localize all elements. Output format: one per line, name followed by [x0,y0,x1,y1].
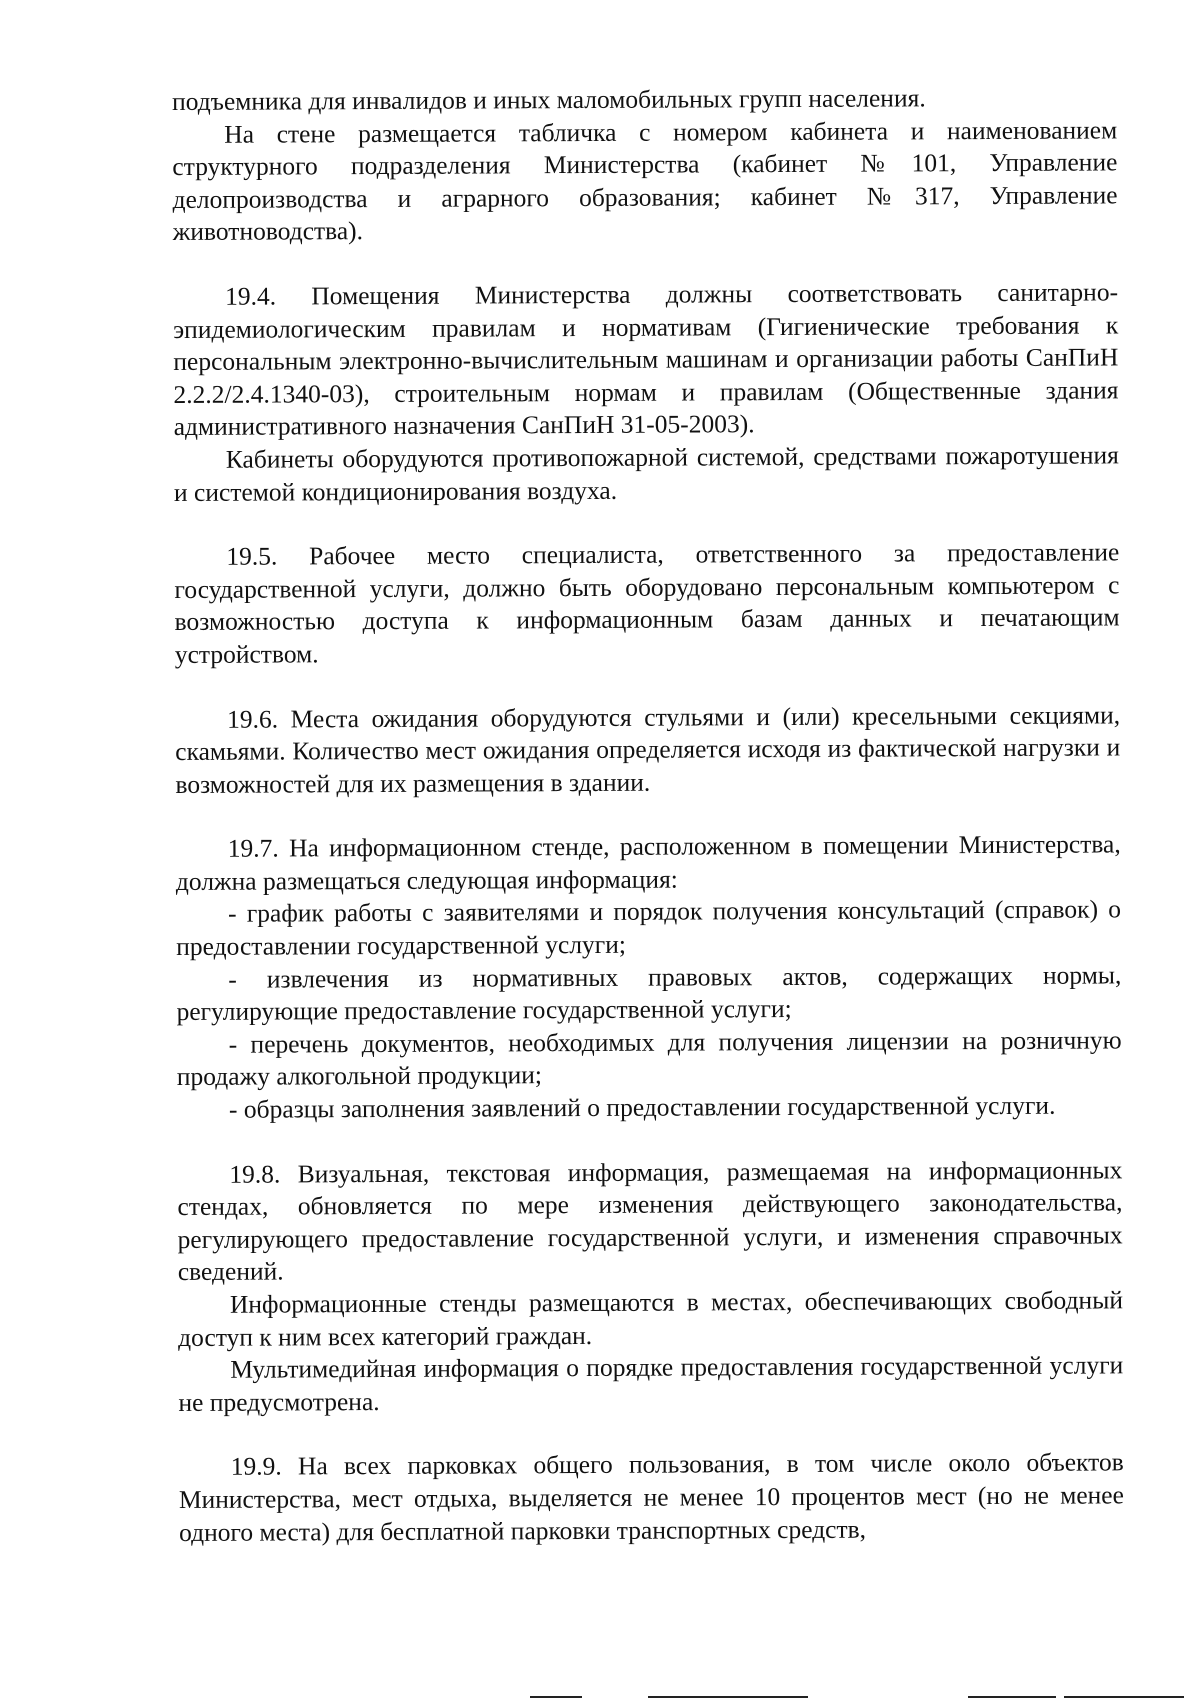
list-item-schedule: - график работы с заявителями и порядок получения консультаций (справок) о предоставлении государственной услуги; [176,894,1122,962]
list-item-form-samples: - образцы заполнения заявлений о предоставлении государственной услуги. [228,1090,1056,1124]
paragraph-info-stands: Информационные стенды размещаются в местах, обеспечивающих свободный доступ к ним всех категорий граждан. [178,1285,1124,1352]
paragraph-cabinets-equipment: Кабинеты оборудуются противопожарной системой, средствами пожаротушения и системой кондиционирования воздуха. [173,440,1119,507]
paragraph-19-5: 19.5. Рабочее место специалиста, ответственного за предоставление государственной услуги, должно быть оборудовано персональным компьютером с возможностью доступа к информационным базам данных и печатающим устройством. [174,537,1120,669]
paragraph-gap [175,797,1120,834]
paragraph-gap [177,1122,1122,1159]
footer-rule [1064,1696,1184,1698]
paragraph-19-8: 19.8. Визуальная, текстовая информация, размещаемая на информационных стендах, обновляется по мере изменения действующего законодательства, регулирующего предоставление государственной услуги, и изменения справочных сведений. [177,1154,1123,1287]
footer-scan-marks [0,1696,1200,1700]
paragraph-continuation: подъемника для инвалидов и иных маломобильных групп населения. [172,83,926,116]
list-item-legal-extracts: - извлечения из нормативных правовых актов, содержащих нормы, регулирующие предоставление государственной услуги; [176,960,1122,1027]
footer-rule [648,1696,808,1698]
paragraph-multimedia: Мультимедийная информация о порядке предоставления государственной услуги не предусмотрена. [178,1350,1124,1417]
paragraph-19-9: 19.9. На всех парковках общего пользования, в том числе около объектов Министерства, мест отдыха, выделяется не менее 10 процентов мест (но не менее одного места) для бесплатной парковки транспортных средств, [178,1447,1124,1547]
list-item-documents-list: - перечень документов, необходимых для получения лицензии на розничную продажу алкогольной продукции; [176,1025,1122,1092]
paragraph-19-4: 19.4. Помещения Министерства должны соответствовать санитарно-эпидемиологическим правилам и нормативам (Гигиенические требования к персональным электронно-вычислительным машинам и организации работы СанПиН 2.2.2/2.4.1340-03), строительным нормам и правилам (Общественные здания административного назначения СанПиН 31-05-2003). [173,277,1119,442]
paragraph-room-sign: На стене размещается табличка с номером кабинета и наименованием структурного подразделения Министерства (кабинет №101, Управление делопроизводства и аграрного образования; кабинет №317, Управление животноводства). [172,114,1118,247]
paragraph-19-7: 19.7. На информационном стенде, расположенном в помещении Министерства, должна размещаться следующая информация: [175,829,1121,896]
paragraph-gap [175,667,1120,704]
paragraph-gap [173,244,1118,281]
document-body [172,81,1124,1549]
footer-rule [530,1696,582,1698]
paragraph-19-6: 19.6. Места ожидания оборудуются стульями и (или) кресельными секциями, скамьями. Количество мест ожидания определяется исходя из фактической нагрузки и возможностей для их размещения в здании. [175,699,1121,799]
footer-rule [968,1696,1056,1698]
paragraph-gap [179,1415,1124,1452]
paragraph-gap [174,505,1119,542]
